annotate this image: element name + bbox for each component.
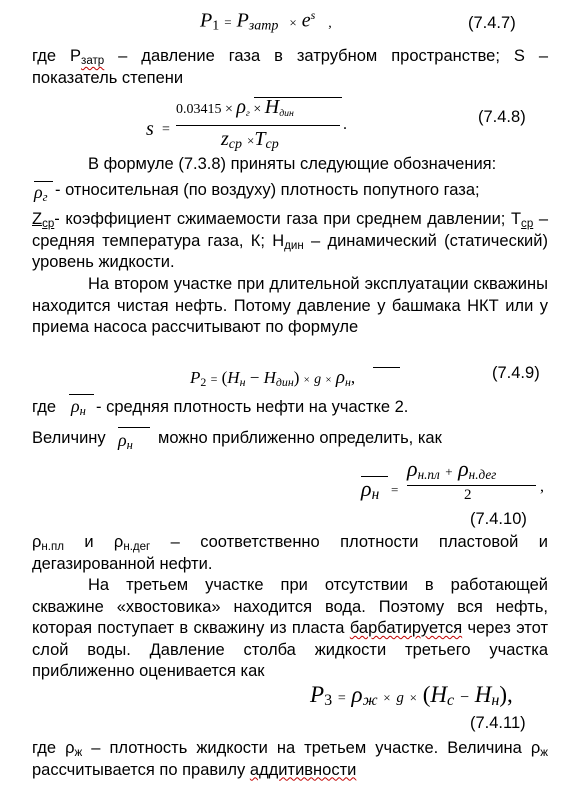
- equation-7-4-11: $P_3 = \rho_ж \times g \times (H_с - H_н)$,: [310, 682, 513, 709]
- notation-rho-g: - относительная (по воздуху) плотность попутного газа;: [55, 181, 480, 199]
- paragraph-second-section: На втором участке при длительной эксплуатации скважины находится чистая нефть. Потому давление у башмака НКТ или у приема насоса рассчитывают по формуле: [32, 275, 548, 336]
- equation-number: (7.4.8): [478, 108, 526, 126]
- paragraph-liquid-density: где $\rho_ж$ – плотность жидкости на третьем участке. Величина $\rho_ж$ рассчитывается по правилу аддитивности: [32, 739, 548, 779]
- document-page: $P_1 = P_{затр} \times e^s$ , (7.4.7) где $Р_{затр}$ – давление газа в затрубном пространстве; S – показатель степени s = $0.03415 \times \rho_г \times H_{дин}$ $z_{ср} \times T_{ср}$ . (7.4.8) В формуле (7.3.8) приняты следующие обозначения: $\rho_г$ - относительная (по воздуху) плотность попутного газа; $Z_{ср}-$ коэффициент сжимаемости газа при среднем давлении; $Т_{ср}$ – средняя температура газа, К; $Н_{дин}$ – динамический (статический) уровень жидкости. На втором участке при длительной эксплуатации скважины находится чистая нефть. Потому давление у башмака НКТ или у приема насоса рассчитывают по формуле $P_2 = (H_н - H_{дин}) \times g \times \rho_н$, (7.4.9) где $\rho_н$ - средняя плотность нефти на участке 2. Величину $\rho_н$ можно приближенно определить, как $\rho_н$ = $\rho_{н.пл} + \rho_{н.дег}$ 2 , (7.4.10) $\rho_{н.пл}$ и $\rho_{н.дег}$ – соответственно плотности пластовой и дегазированной нефти. На третьем участке при отсутствии в работающей скважине «хвостовика» находится вода. Поэтому вся нефть, которая поступает в скважину из пласта барбатируется через этот слой воды. Давление столба жидкости третьего участка приближенно оценивается как $P_3 = \rho_ж \times g \times (H_с - H_н)$, (7.4.11) где $\rho_ж$ – плотность жидкости на третьем участке. Величина $\rho_ж$ рассчитывается по правилу аддитивности: [0, 0, 562, 807]
- equation-7-4-7: $P_1 = P_{затр} \times e^s$ ,: [200, 8, 332, 34]
- text-approx: можно приближенно определить, как: [158, 429, 442, 447]
- equation-number: (7.4.11): [470, 714, 526, 732]
- text-velichinu: Величину: [32, 429, 106, 447]
- notation-z-t-h: $Z_{ср}-$ коэффициент сжимаемости газа при среднем давлении; $Т_{ср}$ – средняя температура газа, К; $Н_{дин}$ – динамический (статический) уровень жидкости.: [32, 210, 548, 271]
- equation-7-4-9: $P_2 = (H_н - H_{дин}) \times g \times \rho_н$,: [190, 367, 356, 389]
- equation-number: (7.4.9): [492, 364, 540, 382]
- paragraph-densities: $\rho_{н.пл}$ и $\rho_{н.дег}$ – соответственно плотности пластовой и дегазированной нефти.: [32, 533, 548, 573]
- equation-number: (7.4.10): [470, 510, 527, 528]
- paragraph-third-section: На третьем участке при отсутствии в работающей скважине «хвостовика» находится вода. Поэтому вся нефть, которая поступает в скважину из пласта барбатируется через этот слой воды. Давление столба жидкости третьего участка приближенно оценивается как: [32, 576, 549, 680]
- fraction-bar: [407, 485, 536, 486]
- paragraph-gas-pressure: где $Р_{затр}$ – давление газа в затрубном пространстве; S – показатель степени: [32, 47, 549, 87]
- text-gde: где: [32, 398, 57, 416]
- text-avg-density: - средняя плотность нефти на участке 2.: [96, 398, 409, 416]
- paragraph-notation: В формуле (7.3.8) приняты следующие обозначения:: [88, 155, 497, 173]
- equation-number: (7.4.7): [468, 14, 516, 32]
- fraction-bar: [176, 125, 340, 126]
